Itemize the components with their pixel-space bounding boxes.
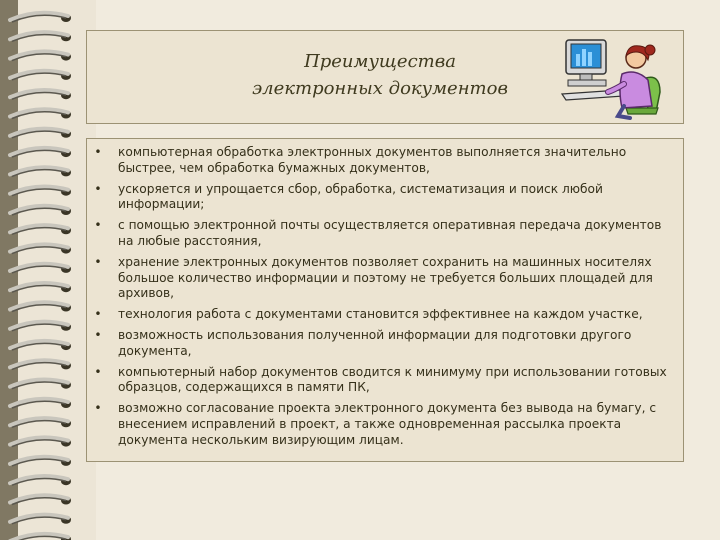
bullet-icon: • [94,327,102,342]
list-item-text: ускоряется и упрощается сбор, обработка, систематизация и поиск любой информации; [118,181,603,212]
bullet-icon: • [94,364,102,379]
title-line-1: Преимущества [304,51,456,72]
list-item [88,328,684,360]
woman-at-computer-icon [560,34,670,120]
list-item [88,145,684,177]
slide-title [150,48,610,102]
bullet-icon: • [94,401,102,416]
advantages-list [88,145,684,454]
list-item [88,401,684,448]
list-item-text: возможно согласование проекта электронного документа без вывода на бумагу, с внесением исправлений в проект, а также одновременная рассылка проекта документа нескольким визирующим лицам. [118,401,657,447]
list-item-text: компьютерная обработка электронных документов выполняется значительно быстрее, чем обработка бумажных документов, [118,145,627,175]
bullet-icon: • [94,145,102,159]
list-item [88,255,684,302]
list-item-text: компьютерный набор документов сводится к минимуму при использовании готовых образцов, содержащихся в памяти ПК, [118,364,667,395]
list-item [88,218,684,250]
list-item-text: с помощью электронной почты осуществляется оперативная передача документов на любые расстояния, [118,218,662,248]
title-line-2: электронных документов [252,78,508,99]
list-item-text: хранение электронных документов позволяет сохранить на машинных носителях большое количество информации и поэтому не требуется больших площадей для архивов, [118,254,653,301]
list-item-text: возможность использования полученной информации для подготовки другого документа, [118,327,632,358]
bullet-icon: • [94,307,102,322]
list-item-text: технология работа с документами становится эффективнее на каждом участке, [118,307,643,322]
spiral-binding [0,0,96,540]
list-item [88,182,684,214]
bullet-icon: • [94,181,102,196]
list-item [88,307,684,323]
bullet-icon: • [94,254,102,269]
bullet-icon: • [94,218,102,233]
list-item [88,365,684,397]
